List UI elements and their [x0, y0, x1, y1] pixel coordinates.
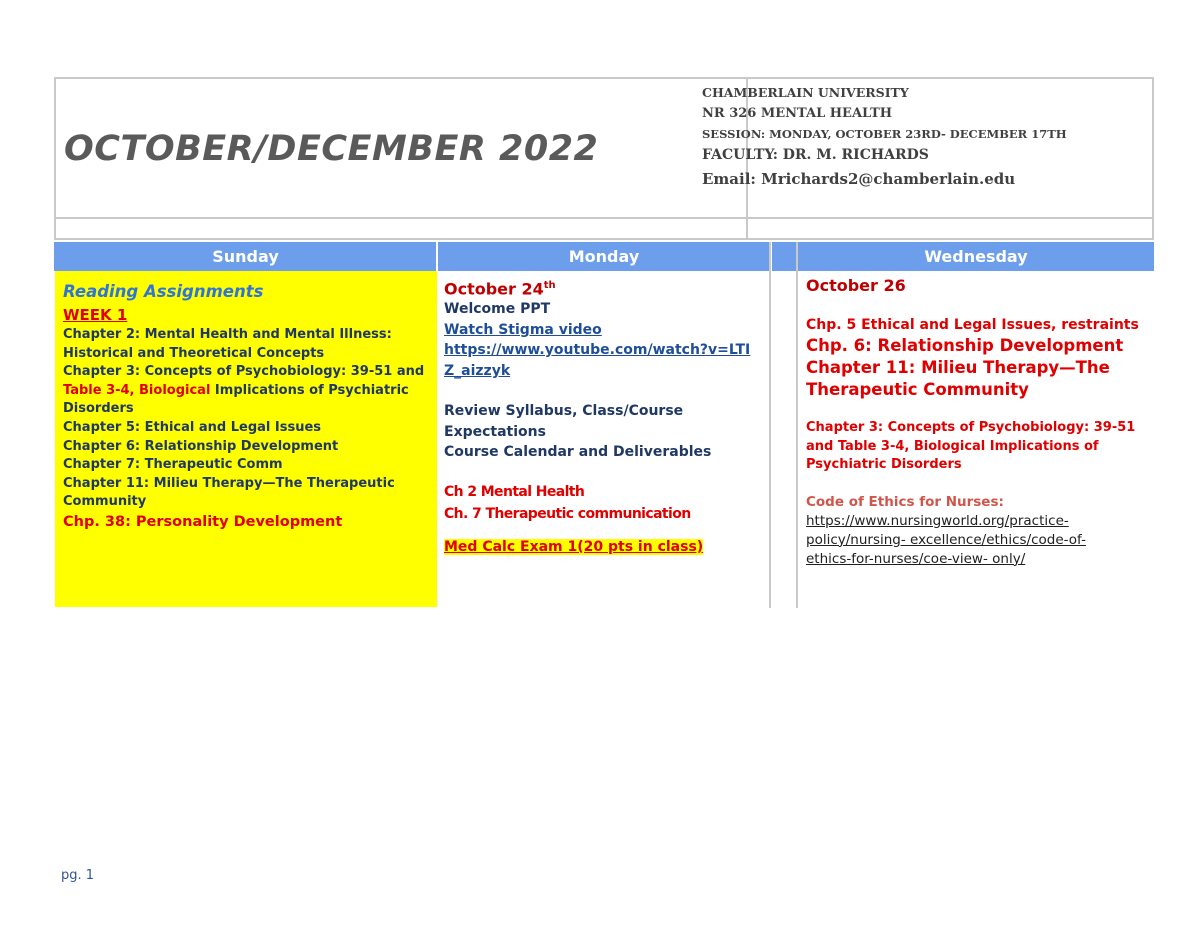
day-header-sunday: Sunday: [212, 247, 279, 266]
reading-item: Chapter 2: Mental Health and Mental Illness:: [63, 327, 392, 342]
session-dates: SESSION: MONDAY, OCTOBER 23RD- DECEMBER 17TH: [702, 127, 1067, 141]
date-text: October 24: [444, 279, 544, 299]
stigma-video-link[interactable]: Watch Stigma video: [444, 321, 602, 338]
reading-item: Chapter 3: Concepts of Psychobiology: 39-51: [806, 420, 1136, 435]
reading-item: Chapter 7: Therapeutic Comm: [63, 457, 283, 473]
faculty-email: Email: Mrichards2@chamberlain.edu: [702, 170, 1016, 188]
course-calendar: Course Calendar and Deliverables: [444, 444, 712, 461]
sunday-cell: [55, 271, 437, 607]
review-syllabus: Review Syllabus, Class/Course: [444, 403, 684, 420]
reading-item: Ch 2 Mental Health: [444, 483, 585, 500]
day-header-monday: Monday: [568, 247, 640, 266]
reading-item: Therapeutic Community: [806, 380, 1029, 399]
page-number: pg. 1: [61, 868, 95, 883]
ethics-link[interactable]: ethics-for-nurses/coe-view- only/: [806, 550, 1026, 567]
youtube-link[interactable]: https://www.youtube.com/watch?v=LTI: [444, 342, 751, 359]
reading-item: and Table 3-4, Biological Implications of: [806, 438, 1099, 454]
header-divider-horizontal: [56, 217, 1152, 219]
reading-item: Chp. 6: Relationship Development: [806, 336, 1124, 355]
reading-item: Chp. 38: Personality Development: [63, 513, 343, 530]
reading-item: Community: [63, 494, 147, 510]
reading-item: Chp. 5 Ethical and Legal Issues, restraints: [806, 317, 1139, 333]
date-suffix: th: [543, 280, 556, 291]
reading-item-text: Implications of Psychiatric: [210, 382, 409, 398]
reading-item-highlight: Table 3-4, Biological: [63, 382, 211, 398]
ethics-link[interactable]: policy/nursing- excellence/ethics/code-of-: [806, 531, 1086, 548]
exam-item: [444, 537, 771, 557]
monday-cell: [437, 271, 771, 607]
code-of-ethics-label: Code of Ethics for Nurses:: [806, 493, 1004, 510]
reading-item: Disorders: [63, 401, 134, 417]
welcome-ppt: Welcome PPT: [444, 301, 551, 318]
reading-item: Chapter 3: Concepts of Psychobiology: 39-51 and: [63, 364, 425, 380]
reading-item: Chapter 6: Relationship Development: [63, 438, 339, 454]
monday-date: [444, 275, 771, 299]
university-name: CHAMBERLAIN UNIVERSITY: [702, 85, 909, 100]
day-header-wednesday: Wednesday: [924, 247, 1028, 266]
week-label: WEEK 1: [63, 306, 128, 324]
reading-item: Chapter 11: Milieu Therapy—The Therapeutic: [63, 475, 395, 491]
reading-item: Chapter 11: Milieu Therapy—The: [806, 358, 1110, 377]
review-syllabus: Expectations: [444, 423, 546, 440]
course-name: NR 326 MENTAL HEALTH: [702, 106, 893, 121]
reading-item: Ch. 7 Therapeutic communication: [444, 505, 691, 522]
wednesday-date: October 26: [806, 276, 906, 295]
day-header-row: [54, 242, 1154, 271]
empty-cell: [771, 271, 797, 607]
reading-item: Chapter 5: Ethical and Legal Issues: [63, 419, 322, 435]
youtube-link[interactable]: Z_aizzyk: [444, 362, 511, 379]
course-info: [702, 82, 1067, 192]
reading-assignments-heading: Reading Assignments: [63, 282, 264, 301]
reading-item: [63, 382, 437, 401]
wednesday-cell: [797, 271, 1153, 607]
header-table: [54, 77, 1154, 240]
exam-text: Med Calc Exam 1(20 pts in class): [444, 538, 704, 555]
reading-item: Historical and Theoretical Concepts: [63, 345, 325, 361]
ethics-link[interactable]: https://www.nursingworld.org/practice-: [806, 512, 1069, 529]
page-title: OCTOBER/DECEMBER 2022: [64, 129, 599, 169]
reading-item: Psychiatric Disorders: [806, 457, 962, 473]
faculty-name: FACULTY: DR. M. RICHARDS: [702, 147, 929, 163]
